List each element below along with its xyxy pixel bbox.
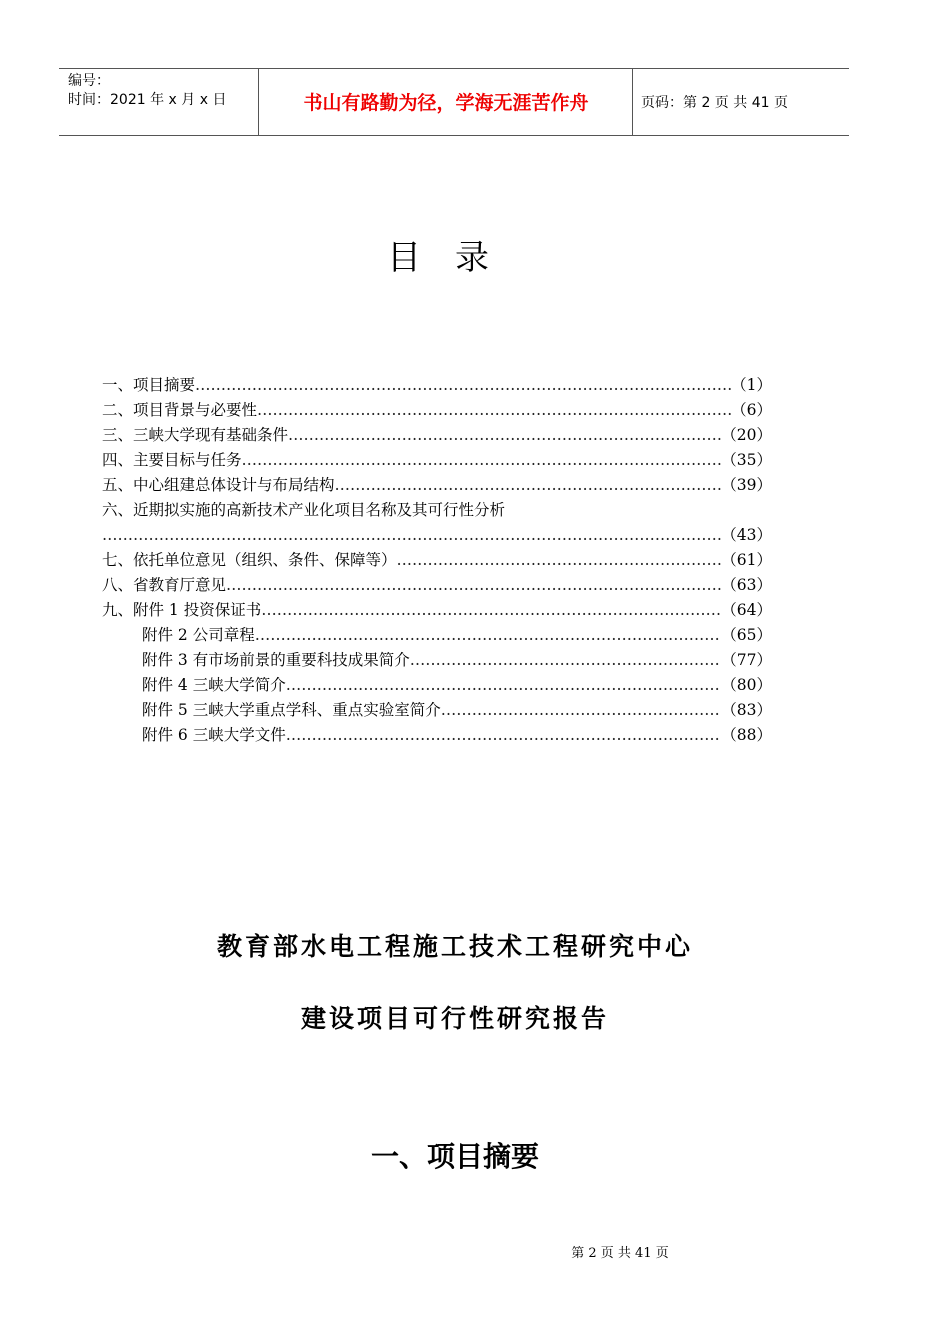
toc-entry-page: （61） — [721, 551, 772, 569]
toc-entry — [102, 373, 772, 398]
toc-entry-page: （64） — [721, 601, 772, 619]
toc-entry — [102, 698, 772, 723]
toc-entry-label: 附件 6 三峡大学文件 — [142, 726, 286, 744]
toc-entry-label: 一、项目摘要 — [102, 376, 196, 394]
toc-entry-page: （6） — [731, 401, 772, 419]
toc-entry-page: （43） — [721, 526, 772, 544]
toc-title: 目录 — [387, 238, 523, 278]
toc-entry-label: 三、三峡大学现有基础条件 — [102, 426, 289, 444]
footer-page-number: 第 2 页 共 41 页 — [571, 1246, 669, 1261]
page-footer — [0, 1245, 950, 1263]
toc-leader-dots — [441, 698, 722, 723]
toc-leader-dots — [195, 373, 731, 398]
toc-entry-page: （63） — [721, 576, 772, 594]
toc-entry-page: （20） — [721, 426, 772, 444]
toc-leader-dots — [255, 623, 722, 648]
toc-entry-label: 五、中心组建总体设计与布局结构 — [102, 476, 335, 494]
toc-entry — [102, 448, 772, 473]
toc-entry-page: （1） — [731, 376, 772, 394]
toc-entry-page: （39） — [721, 476, 772, 494]
toc-entry-page: （35） — [721, 451, 772, 469]
header-meta-cell — [59, 69, 259, 135]
toc-entry-label: 四、主要目标与任务 — [102, 451, 242, 469]
toc-entry-label: 附件 5 三峡大学重点学科、重点实验室简介 — [142, 701, 441, 719]
header-page-cell — [633, 69, 849, 135]
toc-entry — [102, 548, 772, 573]
toc-entry — [102, 398, 772, 423]
header-motto-cell — [259, 69, 633, 135]
toc-entry — [102, 673, 772, 698]
toc-entry-label: 九、附件 1 投资保证书 — [102, 601, 262, 619]
section-heading: 一、项目摘要 — [370, 1140, 539, 1173]
toc-leader-dots — [257, 398, 731, 423]
toc-leader-dots — [288, 423, 721, 448]
report-title-line1: 教育部水电工程施工技术工程研究中心 — [216, 932, 693, 961]
toc-leader-dots — [242, 448, 722, 473]
toc-entry-continuation — [102, 523, 772, 548]
toc-entry-label: 八、省教育厅意见 — [102, 576, 227, 594]
document-header — [59, 68, 849, 136]
toc-leader-dots — [261, 598, 721, 623]
header-motto: 书山有路勤为径，学海无涯苦作舟 — [303, 92, 589, 114]
toc-leader-dots — [410, 648, 722, 673]
report-title-line2: 建设项目可行性研究报告 — [300, 1004, 609, 1033]
toc-leader-dots — [102, 523, 721, 548]
toc-entry-page: （83） — [721, 701, 772, 719]
toc-entry — [102, 573, 772, 598]
toc-entry-label: 附件 3 有市场前景的重要科技成果简介 — [142, 651, 410, 669]
header-page-info: 页码：第 2 页 共 41 页 — [641, 95, 788, 111]
toc-entry-label: 七、依托单位意见（组织、条件、保障等） — [102, 551, 397, 569]
toc-leader-dots — [286, 673, 722, 698]
toc-leader-dots — [397, 548, 722, 573]
toc-entry-page: （65） — [721, 626, 772, 644]
table-of-contents — [102, 373, 772, 748]
toc-entry-label: 六、近期拟实施的高新技术产业化项目名称及其可行性分析 — [102, 501, 506, 519]
toc-leader-dots — [335, 473, 722, 498]
document-number-label: 编号： — [68, 73, 110, 89]
toc-entry — [102, 473, 772, 498]
toc-entry-page: （77） — [721, 651, 772, 669]
toc-entry — [102, 598, 772, 623]
toc-entry-page: （88） — [721, 726, 772, 744]
toc-entry — [102, 623, 772, 648]
document-date-label: 时间：2021 年 x 月 x 日 — [68, 92, 227, 108]
toc-leader-dots — [226, 573, 721, 598]
toc-leader-dots — [286, 723, 722, 748]
toc-entry-label: 附件 4 三峡大学简介 — [142, 676, 286, 694]
toc-entry — [102, 498, 772, 523]
toc-entry-label: 二、项目背景与必要性 — [102, 401, 258, 419]
toc-entry — [102, 723, 772, 748]
toc-entry — [102, 423, 772, 448]
toc-entry-label: 附件 2 公司章程 — [142, 626, 255, 644]
toc-entry — [102, 648, 772, 673]
toc-entry-page: （80） — [721, 676, 772, 694]
